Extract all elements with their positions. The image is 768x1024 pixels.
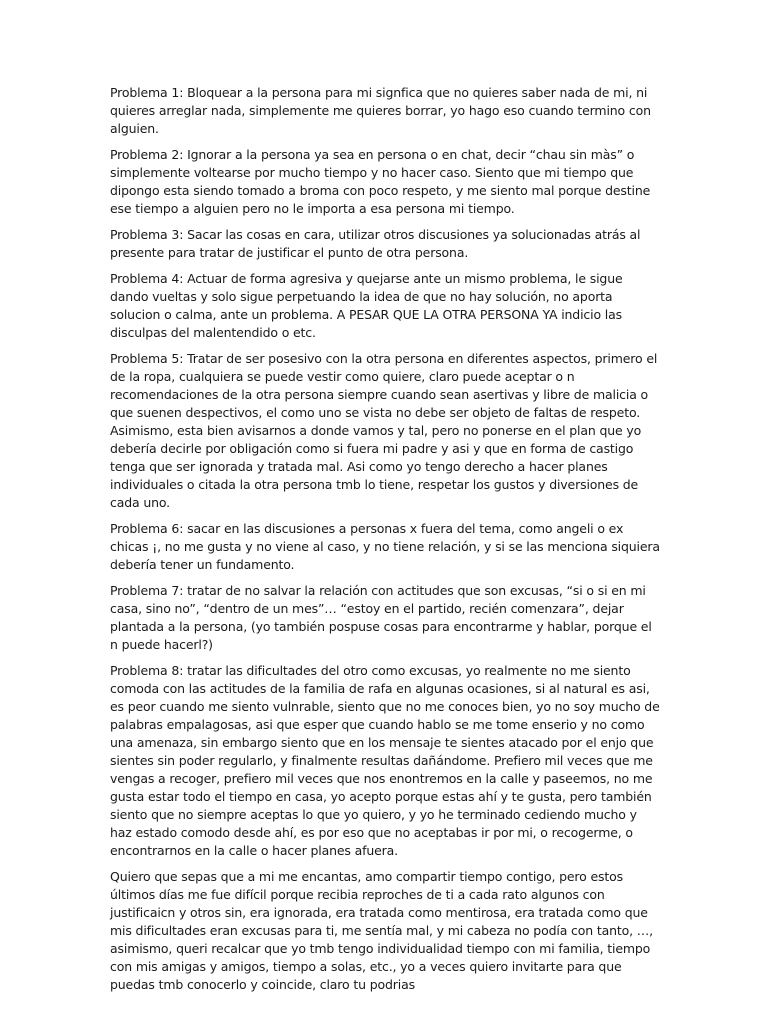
document-body	[110, 84, 662, 1002]
paragraph-closing: Quiero que sepas que a mi me encantas, amo compartir tiempo contigo, pero estos últimos días me fue difícil porque recibia reproches de ti a cada rato algunos con justificaicn y otros sin, era ignorada, era tratada como mentirosa, era tratada como que mis dificultades eran excusas para ti, me sentía mal, y mi cabeza no podía con tanto, …, asimismo, queri recalcar que yo tmb tengo individualidad tiempo con mi familia, tiempo con mis amigas y amigos, tiempo a solas, etc., yo a veces quiero invitarte para que puedas tmb conocerlo y coincide, claro tu podrias	[110, 869, 653, 992]
paragraph-problema-1: Problema 1: Bloquear a la persona para mi signfica que no quieres saber nada de mi, ni quieres arreglar nada, simplemente me quieres borrar, yo hago eso cuando termino con alguien.	[110, 85, 651, 136]
paragraph-problema-5: Problema 5: Tratar de ser posesivo con la otra persona en diferentes aspectos, primero el de la ropa, cualquiera se puede vestir como quiere, claro puede aceptar o n recomendaciones de la otra persona siempre cuando sean asertivas y libre de malicia o que suenen despectivos, el como uno se vista no debe ser objeto de faltas de respeto. Asimismo, esta bien avisarnos a donde vamos y tal, pero no ponerse en el plan que yo debería decirle por obligación como si fuera mi padre y asi y que en forma de castigo tenga que ser ignorada y tratada mal. Asi como yo tengo derecho a hacer planes individuales o citada la otra persona tmb lo tiene, respetar los gustos y diversiones de cada uno.	[110, 351, 658, 510]
paragraph-problema-7: Problema 7: tratar de no salvar la relación con actitudes que son excusas, “si o si en mi casa, sino no”, “dentro de un mes”… “estoy en el partido, recién comenzara”, dejar plantada a la persona, (yo también pospuse cosas para encontrarme y hablar, porque el n puede hacerl?)	[110, 583, 652, 652]
paragraph-problema-6: Problema 6: sacar en las discusiones a personas x fuera del tema, como angeli o ex chicas ¡, no me gusta y no viene al caso, y no tiene relación, y si se las menciona siquiera debería tener un fundamento.	[110, 521, 660, 572]
paragraph-problema-2: Problema 2: Ignorar a la persona ya sea en persona o en chat, decir “chau sin màs” o simplemente voltearse por mucho tiempo y no hacer caso. Siento que mi tiempo que dipongo esta siendo tomado a broma con poco respeto, y me siento mal porque destine ese tiempo a alguien pero no le importa a esa persona mi tiempo.	[110, 147, 651, 216]
paragraph-problema-3: Problema 3: Sacar las cosas en cara, utilizar otros discusiones ya solucionadas atrás al presente para tratar de justificar el punto de otra persona.	[110, 227, 641, 260]
paragraph-problema-4: Problema 4: Actuar de forma agresiva y quejarse ante un mismo problema, le sigue dando vueltas y solo sigue perpetuando la idea de que no hay solución, no aporta solucion o calma, ante un problema. A PESAR QUE LA OTRA PERSONA YA indicio las disculpas del malentendido o etc.	[110, 271, 623, 340]
paragraph-problema-8: Problema 8: tratar las dificultades del otro como excusas, yo realmente no me siento comoda con las actitudes de la familia de rafa en algunas ocasiones, si al natural es asi, es peor cuando me siento vulnrable, siento que no me conoces bien, yo no soy mucho de palabras empalagosas, asi que esper que cuando hablo se me tome enserio y no como una amenaza, sin embargo siento que en los mensaje te sientes atacado por el enjo que sientes sin poder regularlo, y finalmente resultas dañándome. Prefiero mil veces que me vengas a recoger, prefiero mil veces que nos enontremos en la calle y paseemos, no me gusta estar todo el tiempo en casa, yo acepto porque estas ahí y te gusta, pero también siento que no siempre aceptas lo que yo quiero, y yo he terminado cediendo mucho y haz estado comodo desde ahí, es por eso que no aceptabas ir por mi, o recogerme, o encontrarnos en la calle o hacer planes afuera.	[110, 663, 660, 858]
